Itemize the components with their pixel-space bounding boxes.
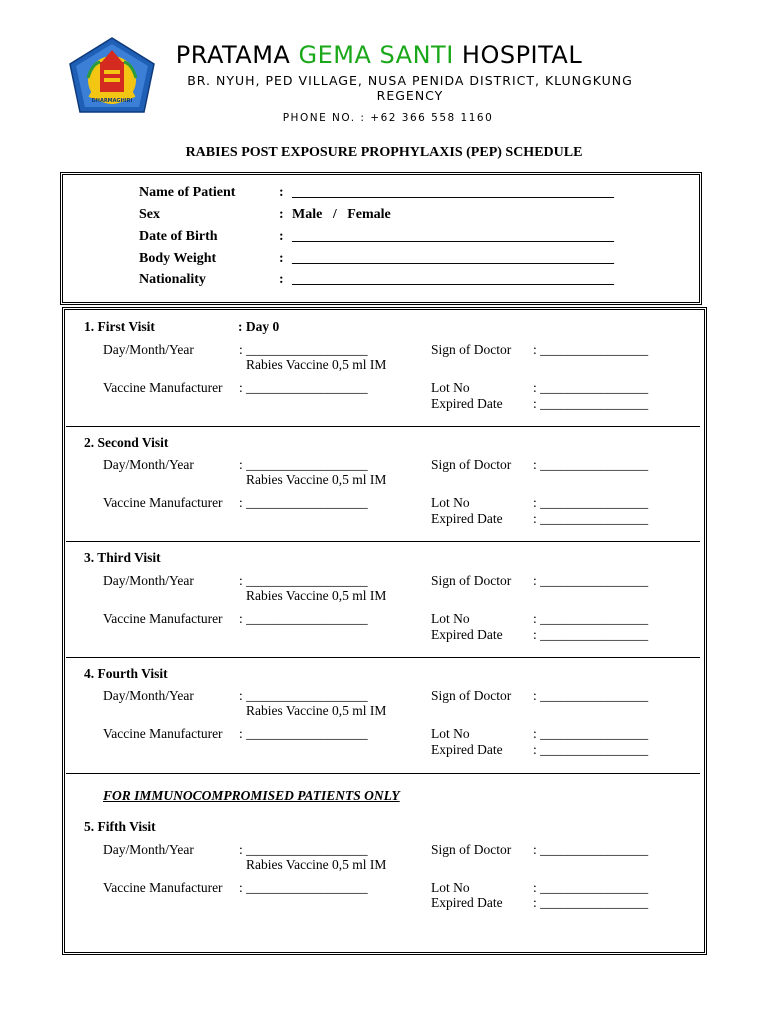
- colon: :: [279, 251, 284, 266]
- visit-1-date-label: Day/Month/Year: [103, 342, 194, 357]
- visit-1-lot-field[interactable]: : ________________: [533, 380, 649, 395]
- patient-nationality-label: Nationality: [139, 272, 206, 287]
- visit-3-date-label: Day/Month/Year: [103, 573, 194, 588]
- visit-1-date-field[interactable]: : __________________: [239, 342, 368, 357]
- visit-2-manufacturer-field[interactable]: : __________________: [239, 495, 368, 510]
- visit-1-expired-label: Expired Date: [431, 396, 503, 411]
- visit-5-lot-label: Lot No: [431, 880, 470, 895]
- visit-1-doctor-field[interactable]: : ________________: [533, 342, 649, 357]
- separator: [66, 657, 700, 658]
- visit-4-manufacturer-field[interactable]: : __________________: [239, 726, 368, 741]
- visit-4-title: 4. Fourth Visit: [84, 666, 168, 681]
- patient-sex-label: Sex: [139, 207, 160, 222]
- visit-5-vaccine: Rabies Vaccine 0,5 ml IM: [246, 857, 387, 872]
- visit-5-title: 5. Fifth Visit: [84, 819, 156, 834]
- visit-1-expired-field[interactable]: : ________________: [533, 396, 649, 411]
- visit-5-date-field[interactable]: : __________________: [239, 842, 368, 857]
- hospital-name: [170, 41, 588, 69]
- visit-4-expired-field[interactable]: : ________________: [533, 742, 649, 757]
- visit-5-expired-field[interactable]: : ________________: [533, 895, 649, 910]
- patient-nationality-field[interactable]: ______________________________________________: [292, 272, 614, 287]
- visit-3-lot-field[interactable]: : ________________: [533, 611, 649, 626]
- separator: [66, 773, 700, 774]
- visit-3-lot-label: Lot No: [431, 611, 470, 626]
- visit-3-expired-field[interactable]: : ________________: [533, 627, 649, 642]
- visit-2-vaccine: Rabies Vaccine 0,5 ml IM: [246, 472, 387, 487]
- colon: :: [279, 229, 284, 244]
- visit-1-vaccine: Rabies Vaccine 0,5 ml IM: [246, 357, 387, 372]
- visit-3-date-field[interactable]: : __________________: [239, 573, 368, 588]
- visit-1-doctor-label: Sign of Doctor: [431, 342, 512, 357]
- visit-1-day: : Day 0: [238, 319, 280, 334]
- patient-name-field[interactable]: ______________________________________________: [292, 185, 614, 200]
- visit-4-date-label: Day/Month/Year: [103, 688, 194, 703]
- visit-3-vaccine: Rabies Vaccine 0,5 ml IM: [246, 588, 387, 603]
- visit-3-title: 3. Third Visit: [84, 550, 161, 565]
- hospital-logo: [66, 36, 158, 116]
- visit-3-doctor-field[interactable]: : ________________: [533, 573, 649, 588]
- patient-weight-label: Body Weight: [139, 251, 217, 266]
- patient-name-label: Name of Patient: [139, 185, 236, 200]
- hospital-phone: PHONE NO. : +62 366 558 1160: [282, 112, 494, 124]
- patient-dob-field[interactable]: ______________________________________________: [292, 229, 614, 244]
- visit-1-title: 1. First Visit: [84, 319, 155, 334]
- visit-2-doctor-label: Sign of Doctor: [431, 457, 512, 472]
- visit-5-manufacturer-field[interactable]: : __________________: [239, 880, 368, 895]
- colon: :: [279, 272, 284, 287]
- visit-2-lot-label: Lot No: [431, 495, 470, 510]
- visit-1-lot-label: Lot No: [431, 380, 470, 395]
- visit-2-doctor-field[interactable]: : ________________: [533, 457, 649, 472]
- colon: :: [279, 185, 284, 200]
- visit-2-title: 2. Second Visit: [84, 435, 169, 450]
- visit-4-expired-label: Expired Date: [431, 742, 503, 757]
- visit-3-doctor-label: Sign of Doctor: [431, 573, 512, 588]
- visit-2-expired-label: Expired Date: [431, 511, 503, 526]
- visit-2-expired-field[interactable]: : ________________: [533, 511, 649, 526]
- visit-5-lot-field[interactable]: : ________________: [533, 880, 649, 895]
- visit-5-manufacturer-label: Vaccine Manufacturer: [103, 880, 223, 895]
- visit-1-manufacturer-field[interactable]: : __________________: [239, 380, 368, 395]
- colon: :: [279, 207, 284, 222]
- patient-dob-label: Date of Birth: [139, 229, 218, 244]
- patient-weight-field[interactable]: ______________________________________________: [292, 251, 614, 266]
- title-part-1: PRATAMA: [175, 41, 299, 69]
- separator: [66, 426, 700, 427]
- separator: [66, 541, 700, 542]
- title-part-2: GEMA SANTI: [298, 41, 454, 69]
- hospital-address: BR. NYUH, PED VILLAGE, NUSA PENIDA DISTRICT, KLUNGKUNG REGENCY: [187, 73, 633, 103]
- visit-4-lot-field[interactable]: : ________________: [533, 726, 649, 741]
- visit-4-lot-label: Lot No: [431, 726, 470, 741]
- visit-3-manufacturer-field[interactable]: : __________________: [239, 611, 368, 626]
- visit-4-vaccine: Rabies Vaccine 0,5 ml IM: [246, 703, 387, 718]
- document-title: RABIES POST EXPOSURE PROPHYLAXIS (PEP) SCHEDULE: [185, 145, 583, 160]
- visit-4-manufacturer-label: Vaccine Manufacturer: [103, 726, 223, 741]
- visit-2-date-field[interactable]: : __________________: [239, 457, 368, 472]
- visit-4-date-field[interactable]: : __________________: [239, 688, 368, 703]
- visit-5-doctor-label: Sign of Doctor: [431, 842, 512, 857]
- svg-text:DHARMAGHIRI: DHARMAGHIRI: [91, 98, 133, 104]
- visit-2-date-label: Day/Month/Year: [103, 457, 194, 472]
- visit-4-doctor-field[interactable]: : ________________: [533, 688, 649, 703]
- immunocompromised-note: FOR IMMUNOCOMPROMISED PATIENTS ONLY: [103, 788, 400, 803]
- visit-5-expired-label: Expired Date: [431, 895, 503, 910]
- visit-2-manufacturer-label: Vaccine Manufacturer: [103, 495, 223, 510]
- visit-2-lot-field[interactable]: : ________________: [533, 495, 649, 510]
- visit-5-doctor-field[interactable]: : ________________: [533, 842, 649, 857]
- visit-3-manufacturer-label: Vaccine Manufacturer: [103, 611, 223, 626]
- visit-3-expired-label: Expired Date: [431, 627, 503, 642]
- visit-5-date-label: Day/Month/Year: [103, 842, 194, 857]
- visit-4-doctor-label: Sign of Doctor: [431, 688, 512, 703]
- title-part-3: HOSPITAL: [453, 41, 583, 69]
- visit-1-manufacturer-label: Vaccine Manufacturer: [103, 380, 223, 395]
- patient-sex-field[interactable]: Male / Female: [292, 207, 391, 222]
